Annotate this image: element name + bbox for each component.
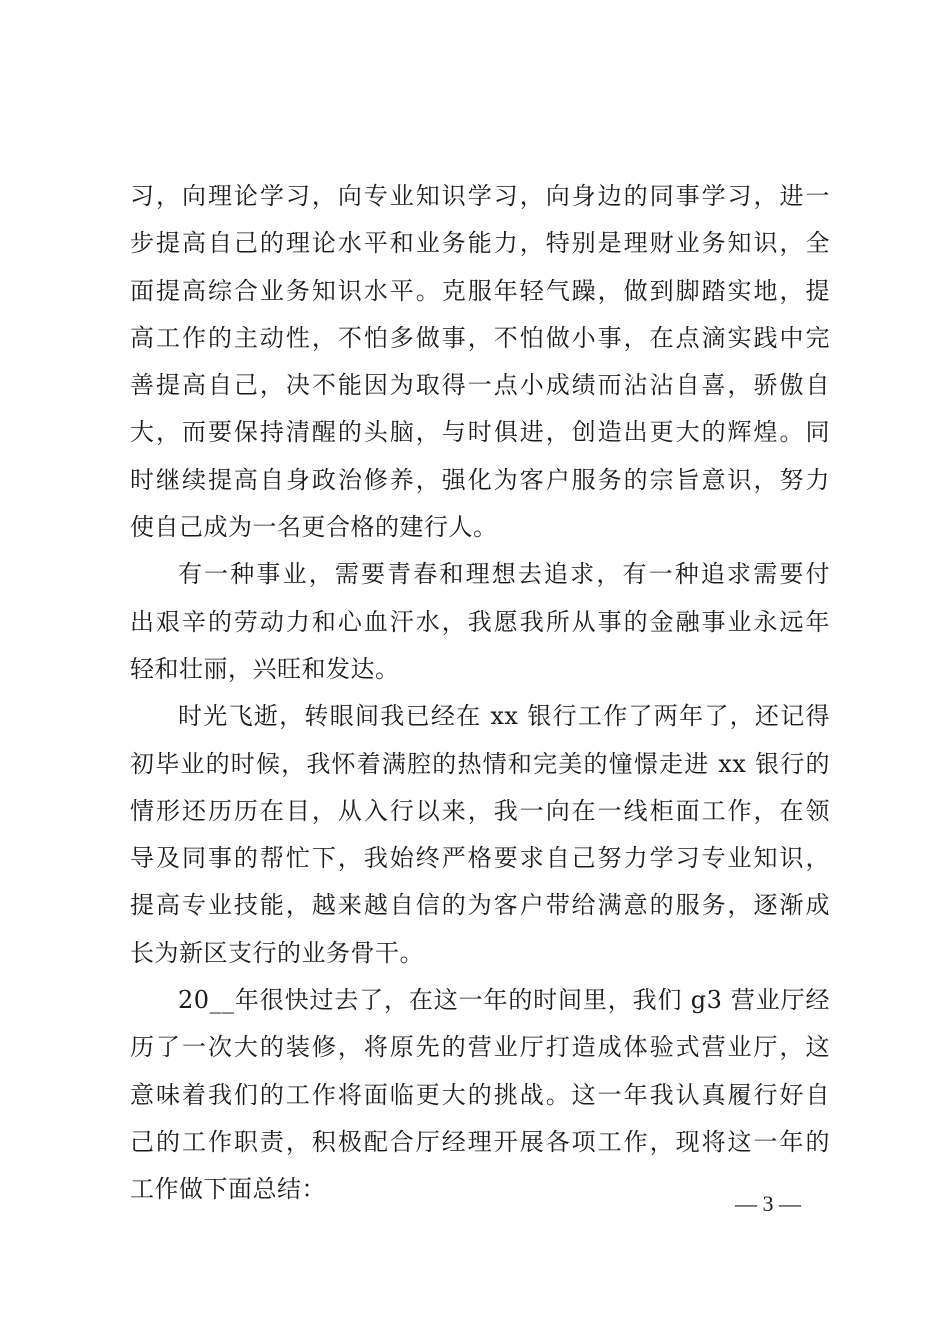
text-line: 情形还历历在目，从入行以来，我一向在一线柜面工作，在领 <box>130 796 830 825</box>
text-line: 长为新区支行的业务骨干。 <box>130 938 424 967</box>
text-line: 使自己成为一名更合格的建行人。 <box>130 513 498 542</box>
paragraph-4 <box>130 977 830 1213</box>
paragraph-3 <box>130 693 830 977</box>
text-line: 己的工作职责，积极配合厅经理开展各项工作，现将这一年的 <box>130 1127 830 1156</box>
text-line: 时继续提高自身政治修养，强化为客户服务的宗旨意识，努力 <box>130 465 830 494</box>
text-line: 大，而要保持清醒的头脑，与时俱进，创造出更大的辉煌。同 <box>130 418 830 447</box>
paragraph-1 <box>130 173 830 551</box>
text-line: 导及同事的帮忙下，我始终严格要求自己努力学习专业知识， <box>130 844 830 873</box>
text-line: 面提高综合业务知识水平。克服年轻气躁，做到脚踏实地，提 <box>130 276 830 305</box>
text-line: 时光飞逝，转眼间我已经在 xx 银行工作了两年了，还记得 <box>178 702 830 731</box>
text-line: 历了一次大的装修，将原先的营业厅打造成体验式营业厅，这 <box>130 1033 830 1062</box>
text-line: 高工作的主动性，不怕多做事，不怕做小事，在点滴实践中完 <box>130 323 830 352</box>
paragraph-2 <box>130 551 830 693</box>
text-line: 善提高自己，决不能因为取得一点小成绩而沾沾自喜，骄傲自 <box>130 371 830 400</box>
text-line: 工作做下面总结： <box>130 1175 326 1204</box>
text-line: 初毕业的时候，我怀着满腔的热情和完美的憧憬走进 xx 银行的 <box>130 749 830 778</box>
text-line: 步提高自己的理论水平和业务能力，特别是理财业务知识，全 <box>130 229 830 258</box>
page-number: — 3 — <box>735 1191 801 1216</box>
text-line: 意味着我们的工作将面临更大的挑战。这一年我认真履行好自 <box>130 1080 830 1109</box>
text-line: 出艰辛的劳动力和心血汗水，我愿我所从事的金融事业永远年 <box>130 607 830 636</box>
text-line: 20__年很快过去了，在这一年的时间里，我们 g3 营业厅经 <box>178 986 830 1015</box>
text-line: 提高专业技能，越来越自信的为客户带给满意的服务，逐渐成 <box>130 891 830 920</box>
text-line: 轻和壮丽，兴旺和发达。 <box>130 654 400 683</box>
text-line: 有一种事业，需要青春和理想去追求，有一种追求需要付 <box>178 560 830 589</box>
body-text <box>130 173 830 1214</box>
text-line: 习，向理论学习，向专业知识学习，向身边的同事学习，进一 <box>130 182 830 210</box>
